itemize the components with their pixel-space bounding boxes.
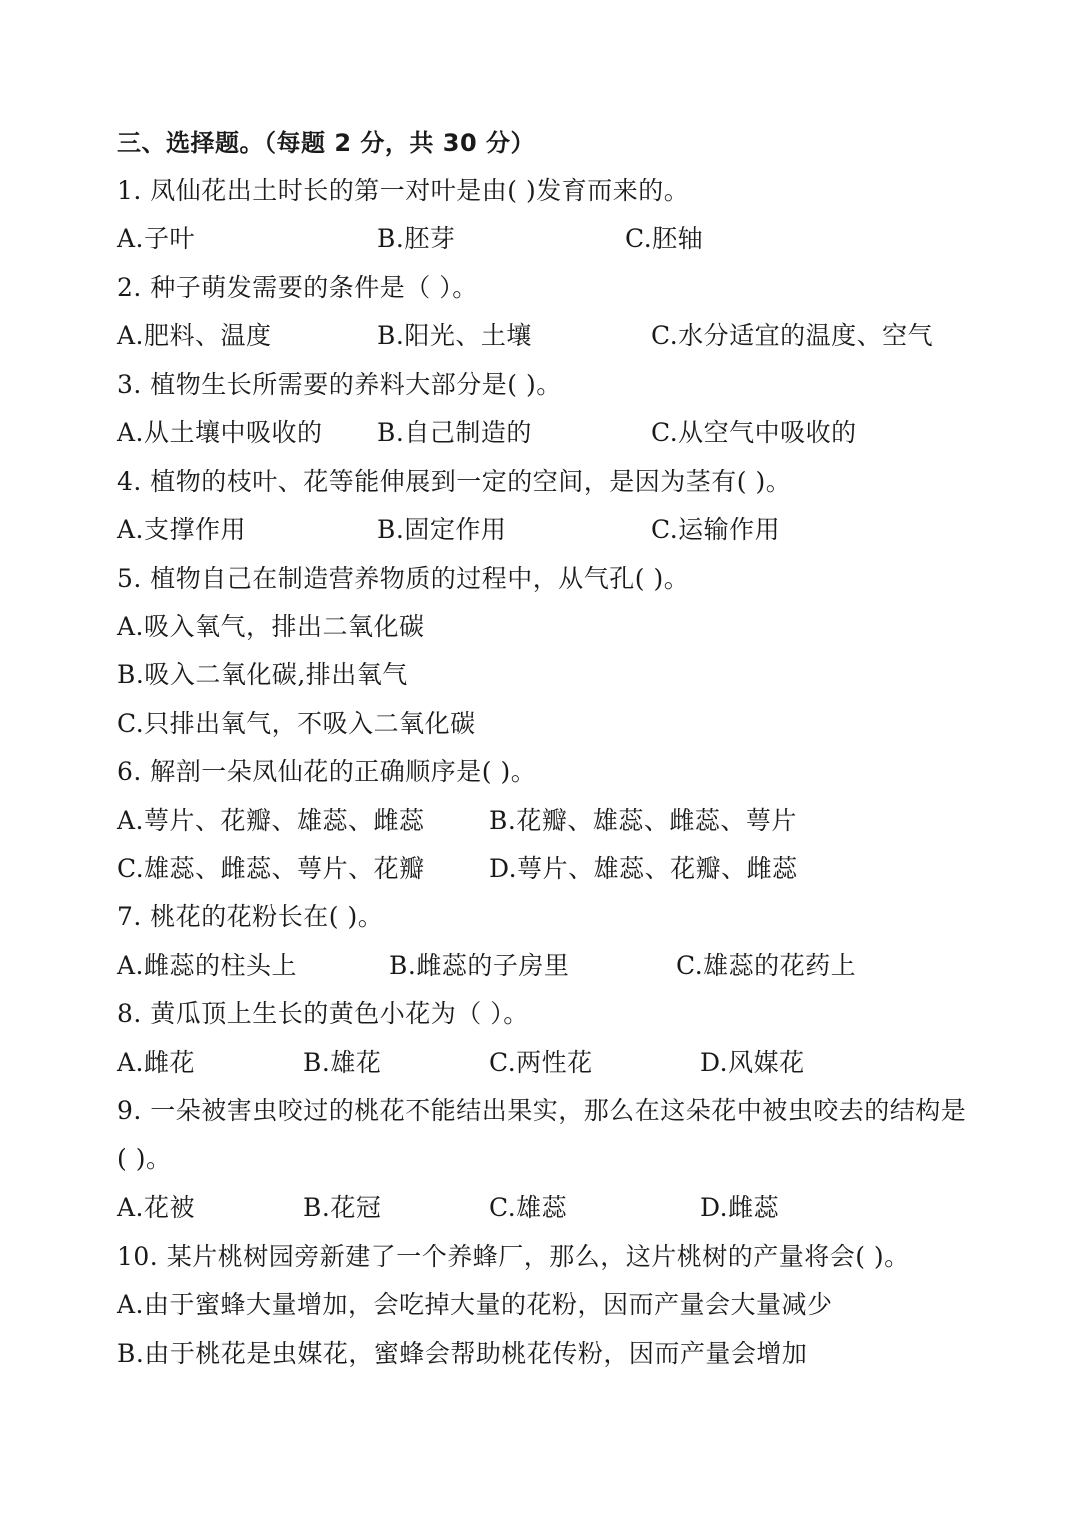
question-2-option-c[interactable]: C.水分适宜的温度、空气	[651, 321, 934, 350]
question-4-option-b[interactable]: B.固定作用	[377, 515, 507, 544]
question-2-option-a[interactable]: A.肥料、温度	[117, 321, 272, 350]
question-9-option-b[interactable]: B.花冠	[303, 1193, 382, 1222]
question-5-stem: 5. 植物自己在制造营养物质的过程中，从气孔( )。	[117, 564, 690, 593]
question-9-option-c[interactable]: C.雄蕊	[489, 1193, 568, 1222]
question-7-option-a[interactable]: A.雌蕊的柱头上	[117, 951, 298, 980]
question-10-stem: 10. 某片桃树园旁新建了一个养蜂厂，那么，这片桃树的产量将会( )。	[117, 1242, 910, 1271]
question-9-stem: 9. 一朵被害虫咬过的桃花不能结出果实，那么在这朵花中被虫咬去的结构是	[117, 1096, 967, 1125]
question-8-option-a[interactable]: A.雌花	[117, 1048, 196, 1077]
question-3-option-b[interactable]: B.自己制造的	[377, 418, 532, 447]
question-10-option-a[interactable]: A.由于蜜蜂大量增加，会吃掉大量的花粉，因而产量会大量减少	[117, 1290, 833, 1319]
question-6-option-a[interactable]: A.萼片、花瓣、雄蕊、雌蕊	[117, 806, 425, 835]
question-9-stem-continued: ( )。	[117, 1144, 172, 1173]
question-5-option-b[interactable]: B.吸入二氧化碳,排出氧气	[117, 660, 408, 689]
question-1-option-a[interactable]: A.子叶	[117, 224, 196, 253]
question-3-option-a[interactable]: A.从土壤中吸收的	[117, 418, 323, 447]
question-8-option-b[interactable]: B.雄花	[303, 1048, 382, 1077]
question-9-option-a[interactable]: A.花被	[117, 1193, 196, 1222]
question-7-option-b[interactable]: B.雌蕊的子房里	[389, 951, 570, 980]
question-4-option-c[interactable]: C.运输作用	[651, 515, 781, 544]
question-8-option-d[interactable]: D.风媒花	[700, 1048, 805, 1077]
question-6-option-b[interactable]: B.花瓣、雄蕊、雌蕊、萼片	[489, 806, 797, 835]
question-10-option-b[interactable]: B.由于桃花是虫媒花，蜜蜂会帮助桃花传粉，因而产量会增加	[117, 1339, 808, 1368]
question-6-option-d[interactable]: D.萼片、雄蕊、花瓣、雌蕊	[489, 854, 798, 883]
question-9-option-d[interactable]: D.雌蕊	[700, 1193, 780, 1222]
question-2-option-b[interactable]: B.阳光、土壤	[377, 321, 532, 350]
question-5-option-c[interactable]: C.只排出氧气，不吸入二氧化碳	[117, 709, 476, 738]
question-6-option-c[interactable]: C.雄蕊、雌蕊、萼片、花瓣	[117, 854, 425, 883]
question-3-stem: 3. 植物生长所需要的养料大部分是( )。	[117, 370, 562, 399]
question-1-option-b[interactable]: B.胚芽	[377, 224, 456, 253]
question-8-stem: 8. 黄瓜顶上生长的黄色小花为（ ）。	[117, 999, 529, 1028]
question-4-option-a[interactable]: A.支撑作用	[117, 515, 247, 544]
question-3-option-c[interactable]: C.从空气中吸收的	[651, 418, 857, 447]
question-8-option-c[interactable]: C.两性花	[489, 1048, 593, 1077]
question-1-option-c[interactable]: C.胚轴	[625, 224, 704, 253]
question-5-option-a[interactable]: A.吸入氧气，排出二氧化碳	[117, 612, 425, 641]
question-7-stem: 7. 桃花的花粉长在( )。	[117, 902, 384, 931]
question-1-stem: 1. 凤仙花出土时长的第一对叶是由( )发育而来的。	[117, 176, 690, 205]
question-4-stem: 4. 植物的枝叶、花等能伸展到一定的空间，是因为茎有( )。	[117, 467, 792, 496]
section-title: 三、选择题。（每题 2 分，共 30 分）	[117, 129, 536, 157]
question-2-stem: 2. 种子萌发需要的条件是（ ）。	[117, 273, 478, 302]
question-7-option-c[interactable]: C.雄蕊的花药上	[676, 951, 857, 980]
question-6-stem: 6. 解剖一朵凤仙花的正确顺序是( )。	[117, 757, 537, 786]
